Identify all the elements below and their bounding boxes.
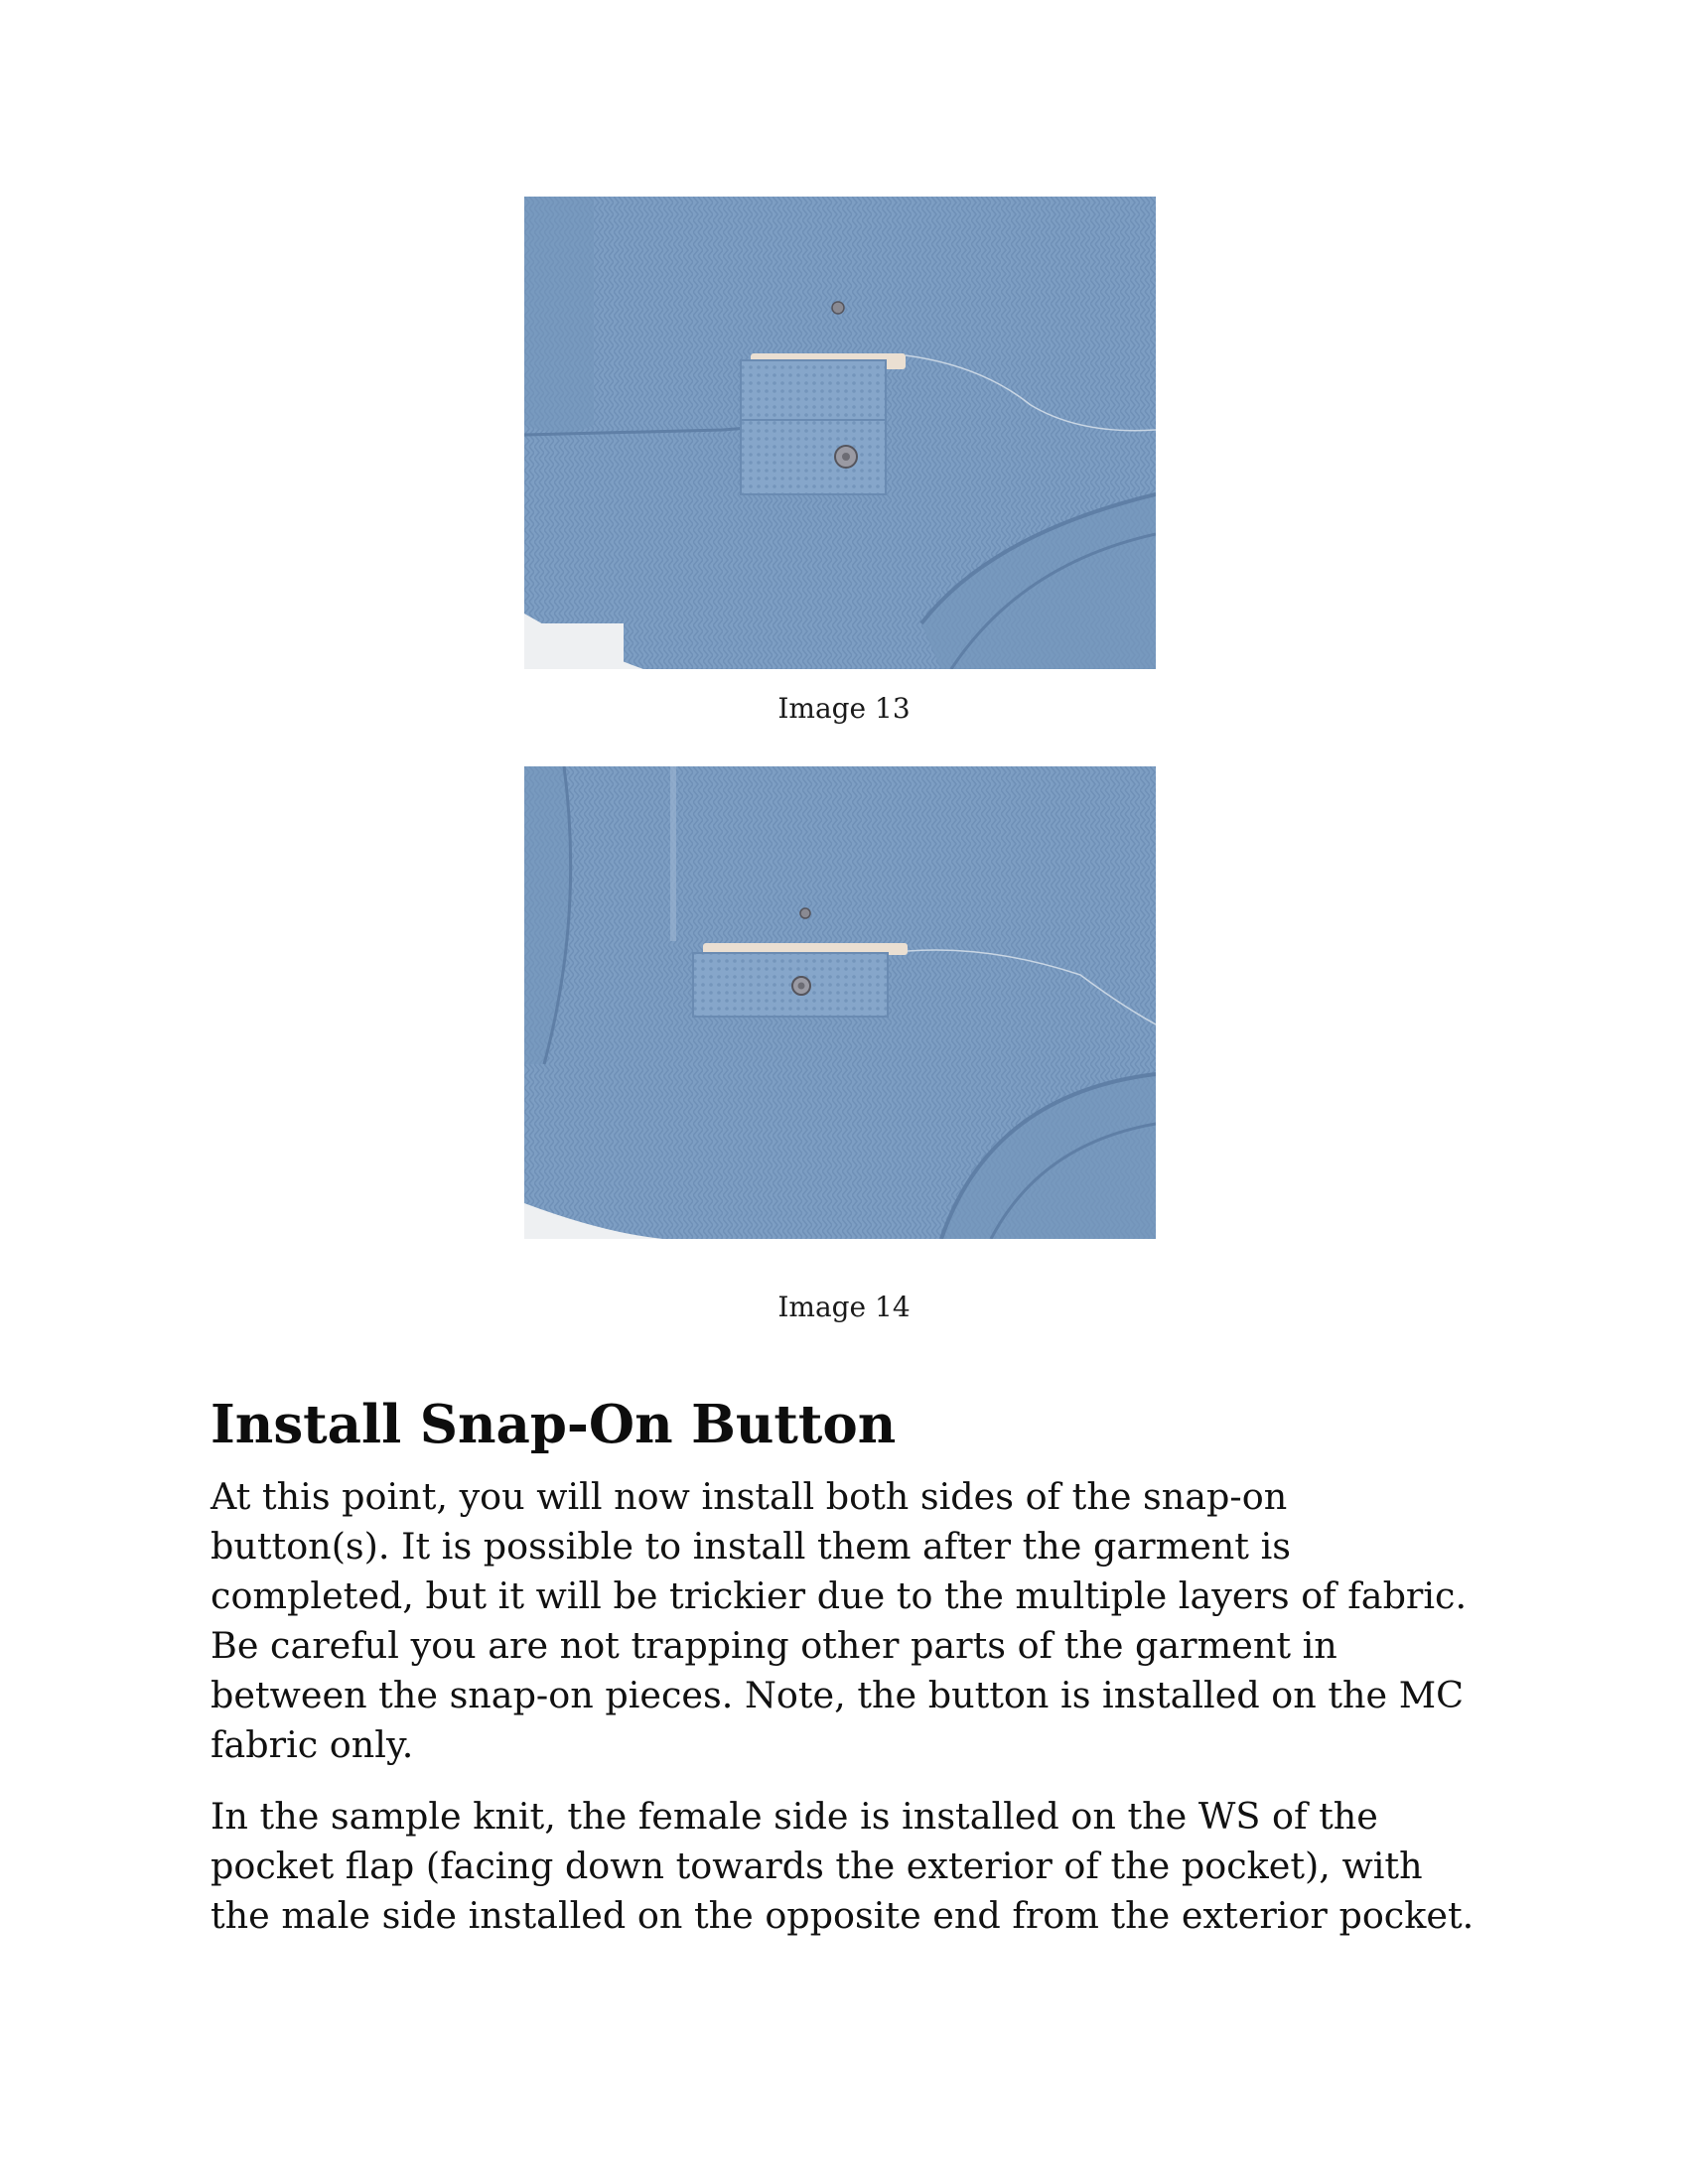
knit-photo-13-image	[524, 197, 1156, 669]
knit-photo-14	[524, 766, 1156, 1239]
section-heading: Install Snap-On Button	[211, 1394, 897, 1455]
knit-photo-14-image	[524, 766, 1156, 1239]
figure-caption-13: Image 13	[777, 692, 911, 725]
body-paragraph-2: In the sample knit, the female side is installed on the WS of the pocket flap (facing down towards the exterior of the pocket), with the male side installed on the opposite end from the exterior pocket.	[211, 1795, 1475, 1937]
body-paragraph-1: At this point, you will now install both sides of the snap-on button(s). It is possible to install them after the garment is completed, but it will be trickier due to the multiple layers of fabric. Be careful you are not trapping other parts of the garment in between the snap-on pieces. Note, the button is installed on the MC fabric only.	[211, 1475, 1468, 1766]
knit-photo-13	[524, 197, 1156, 669]
figure-caption-14: Image 14	[777, 1291, 911, 1323]
